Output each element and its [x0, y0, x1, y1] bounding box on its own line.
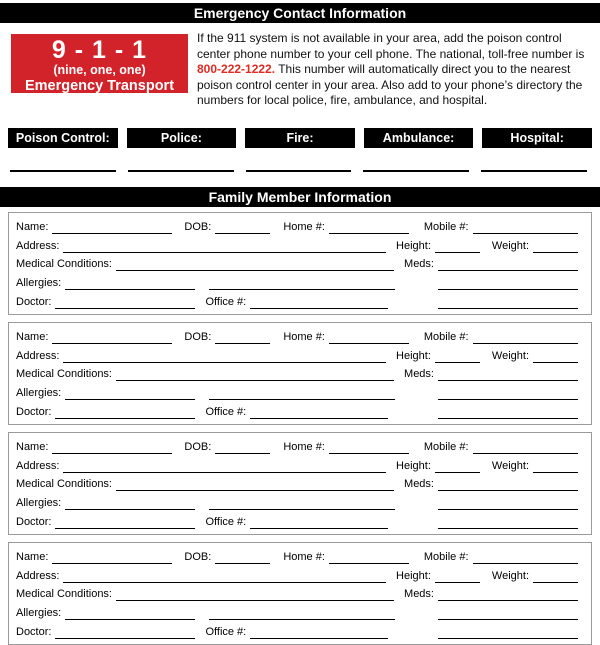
address-write-in-line	[63, 359, 386, 363]
contact-label-ambulance: Ambulance:	[364, 128, 474, 148]
fire-write-in-line	[246, 170, 352, 172]
family-member-block	[8, 542, 592, 645]
doctor-write-in-line	[55, 305, 195, 309]
office-phone-write-in-line	[250, 415, 388, 419]
meds-extra-write-in-line-1	[438, 286, 578, 290]
dob-write-in-line	[215, 560, 270, 564]
hospital-write-in-line	[481, 170, 587, 172]
office-phone-label: Office #:	[205, 625, 247, 638]
height-label: Height:	[396, 569, 431, 582]
weight-label: Weight:	[491, 459, 529, 472]
weight-label: Weight:	[491, 239, 529, 252]
meds-extra-write-in-line-1	[438, 396, 578, 400]
medical-conditions-label: Medical Conditions:	[16, 368, 112, 381]
poison-control-write-in-line	[10, 170, 116, 172]
address-label: Address:	[16, 569, 60, 582]
height-write-in-line	[435, 249, 480, 253]
allergies-label: Allergies:	[16, 497, 62, 510]
home-phone-label: Home #:	[283, 330, 325, 343]
911-number: 9 - 1 - 1	[51, 36, 148, 64]
office-phone-write-in-line	[250, 305, 388, 309]
allergies-label: Allergies:	[16, 277, 62, 290]
family-members-list	[8, 212, 592, 645]
meds-write-in-line	[438, 377, 578, 381]
allergies-write-in-line	[65, 506, 195, 510]
member-row-allergies	[16, 494, 578, 510]
allergies-extra-write-in-line	[209, 616, 395, 620]
meds-label: Meds:	[404, 478, 434, 491]
height-write-in-line	[435, 579, 480, 583]
member-row-doctor	[16, 403, 578, 419]
meds-write-in-line	[438, 597, 578, 601]
name-write-in-line	[52, 230, 172, 234]
doctor-write-in-line	[55, 415, 195, 419]
member-row-identity	[16, 218, 578, 234]
dob-write-in-line	[215, 340, 270, 344]
contact-label-poison-control: Poison Control:	[8, 128, 118, 148]
office-phone-label: Office #:	[205, 515, 247, 528]
height-write-in-line	[435, 359, 480, 363]
allergies-label: Allergies:	[16, 607, 62, 620]
name-label: Name:	[16, 440, 49, 453]
family-member-block	[8, 432, 592, 535]
meds-label: Meds:	[404, 368, 434, 381]
contact-label-hospital: Hospital:	[482, 128, 592, 148]
medical-conditions-write-in-line	[116, 377, 394, 381]
doctor-label: Doctor:	[16, 625, 52, 638]
911-caption: Emergency Transport System	[24, 77, 175, 111]
weight-label: Weight:	[491, 569, 529, 582]
home-phone-label: Home #:	[283, 550, 325, 563]
allergies-extra-write-in-line	[209, 286, 395, 290]
allergies-extra-write-in-line	[209, 396, 395, 400]
meds-extra-write-in-line-2	[438, 525, 578, 529]
home-phone-label: Home #:	[283, 440, 325, 453]
office-phone-label: Office #:	[205, 405, 247, 418]
height-label: Height:	[396, 239, 431, 252]
member-row-medical	[16, 585, 578, 601]
medical-conditions-label: Medical Conditions:	[16, 478, 112, 491]
mobile-phone-label: Mobile #:	[423, 440, 469, 453]
doctor-label: Doctor:	[16, 295, 52, 308]
family-member-block	[8, 322, 592, 425]
name-write-in-line	[52, 560, 172, 564]
address-label: Address:	[16, 239, 60, 252]
intro-section	[11, 31, 590, 111]
address-label: Address:	[16, 459, 60, 472]
doctor-write-in-line	[55, 635, 195, 639]
name-label: Name:	[16, 330, 49, 343]
home-phone-write-in-line	[329, 340, 409, 344]
allergies-label: Allergies:	[16, 387, 62, 400]
header-bar	[0, 3, 600, 23]
mobile-phone-label: Mobile #:	[423, 220, 469, 233]
doctor-write-in-line	[55, 525, 195, 529]
meds-extra-write-in-line-1	[438, 506, 578, 510]
member-row-allergies	[16, 274, 578, 290]
meds-write-in-line	[438, 267, 578, 271]
address-write-in-line	[63, 249, 386, 253]
member-row-medical	[16, 475, 578, 491]
doctor-label: Doctor:	[16, 405, 52, 418]
height-label: Height:	[396, 349, 431, 362]
member-row-allergies	[16, 384, 578, 400]
member-row-doctor	[16, 623, 578, 639]
911-pronunciation: (nine, one, one)	[53, 63, 146, 78]
home-phone-label: Home #:	[283, 220, 325, 233]
weight-label: Weight:	[491, 349, 529, 362]
intro-text-after-phone: This number will automatically direct you to the nearest poison control center in your area. Also add to your phone’s directory the numbers for local police, fire, ambulance, and hospital.	[197, 62, 583, 108]
dob-write-in-line	[215, 230, 270, 234]
meds-extra-write-in-line-2	[438, 415, 578, 419]
mobile-phone-write-in-line	[473, 230, 578, 234]
office-phone-write-in-line	[250, 635, 388, 639]
weight-write-in-line	[533, 469, 578, 473]
member-row-identity	[16, 328, 578, 344]
name-label: Name:	[16, 550, 49, 563]
name-write-in-line	[52, 340, 172, 344]
medical-conditions-label: Medical Conditions:	[16, 588, 112, 601]
allergies-write-in-line	[65, 396, 195, 400]
member-row-medical	[16, 255, 578, 271]
medical-conditions-write-in-line	[116, 267, 394, 271]
member-row-doctor	[16, 293, 578, 309]
member-row-identity	[16, 438, 578, 454]
mobile-phone-label: Mobile #:	[423, 550, 469, 563]
dob-write-in-line	[215, 450, 270, 454]
height-write-in-line	[435, 469, 480, 473]
weight-write-in-line	[533, 249, 578, 253]
member-row-address	[16, 457, 578, 473]
mobile-phone-write-in-line	[473, 450, 578, 454]
mobile-phone-write-in-line	[473, 560, 578, 564]
dob-label: DOB:	[184, 550, 212, 563]
member-row-medical	[16, 365, 578, 381]
doctor-label: Doctor:	[16, 515, 52, 528]
family-section-title: Family Member Information	[208, 188, 392, 205]
meds-label: Meds:	[404, 258, 434, 271]
intro-paragraph	[197, 31, 590, 109]
home-phone-write-in-line	[329, 560, 409, 564]
member-row-allergies	[16, 604, 578, 620]
emergency-contact-labels-row	[8, 128, 592, 148]
emergency-form-page	[0, 3, 600, 645]
member-row-address	[16, 347, 578, 363]
911-red-box	[11, 34, 188, 111]
weight-write-in-line	[533, 359, 578, 363]
allergies-extra-write-in-line	[209, 506, 395, 510]
emergency-contact-write-in-row	[10, 169, 587, 172]
family-member-block	[8, 212, 592, 315]
meds-label: Meds:	[404, 588, 434, 601]
office-phone-write-in-line	[250, 525, 388, 529]
member-row-doctor	[16, 513, 578, 529]
name-label: Name:	[16, 220, 49, 233]
medical-conditions-label: Medical Conditions:	[16, 258, 112, 271]
ambulance-write-in-line	[363, 170, 469, 172]
meds-extra-write-in-line-2	[438, 305, 578, 309]
home-phone-write-in-line	[329, 450, 409, 454]
dob-label: DOB:	[184, 330, 212, 343]
intro-text-before-phone: If the 911 system is not available in your area, add the poison control center phone number to your cell phone. The national, toll-free number is	[197, 31, 585, 61]
member-row-identity	[16, 548, 578, 564]
home-phone-write-in-line	[329, 230, 409, 234]
address-label: Address:	[16, 349, 60, 362]
contact-label-fire: Fire:	[245, 128, 355, 148]
page-title: Emergency Contact Information	[193, 5, 407, 21]
weight-write-in-line	[533, 579, 578, 583]
meds-extra-write-in-line-2	[438, 635, 578, 639]
member-row-address	[16, 237, 578, 253]
address-write-in-line	[63, 469, 386, 473]
member-row-address	[16, 567, 578, 583]
meds-extra-write-in-line-1	[438, 616, 578, 620]
office-phone-label: Office #:	[205, 295, 247, 308]
allergies-write-in-line	[65, 286, 195, 290]
mobile-phone-label: Mobile #:	[423, 330, 469, 343]
medical-conditions-write-in-line	[116, 487, 394, 491]
allergies-write-in-line	[65, 616, 195, 620]
family-section-bar	[0, 187, 600, 207]
meds-write-in-line	[438, 487, 578, 491]
dob-label: DOB:	[184, 440, 212, 453]
name-write-in-line	[52, 450, 172, 454]
mobile-phone-write-in-line	[473, 340, 578, 344]
dob-label: DOB:	[184, 220, 212, 233]
contact-label-police: Police:	[127, 128, 237, 148]
police-write-in-line	[128, 170, 234, 172]
medical-conditions-write-in-line	[116, 597, 394, 601]
height-label: Height:	[396, 459, 431, 472]
address-write-in-line	[63, 579, 386, 583]
poison-control-phone-number: 800-222-1222.	[197, 62, 276, 77]
